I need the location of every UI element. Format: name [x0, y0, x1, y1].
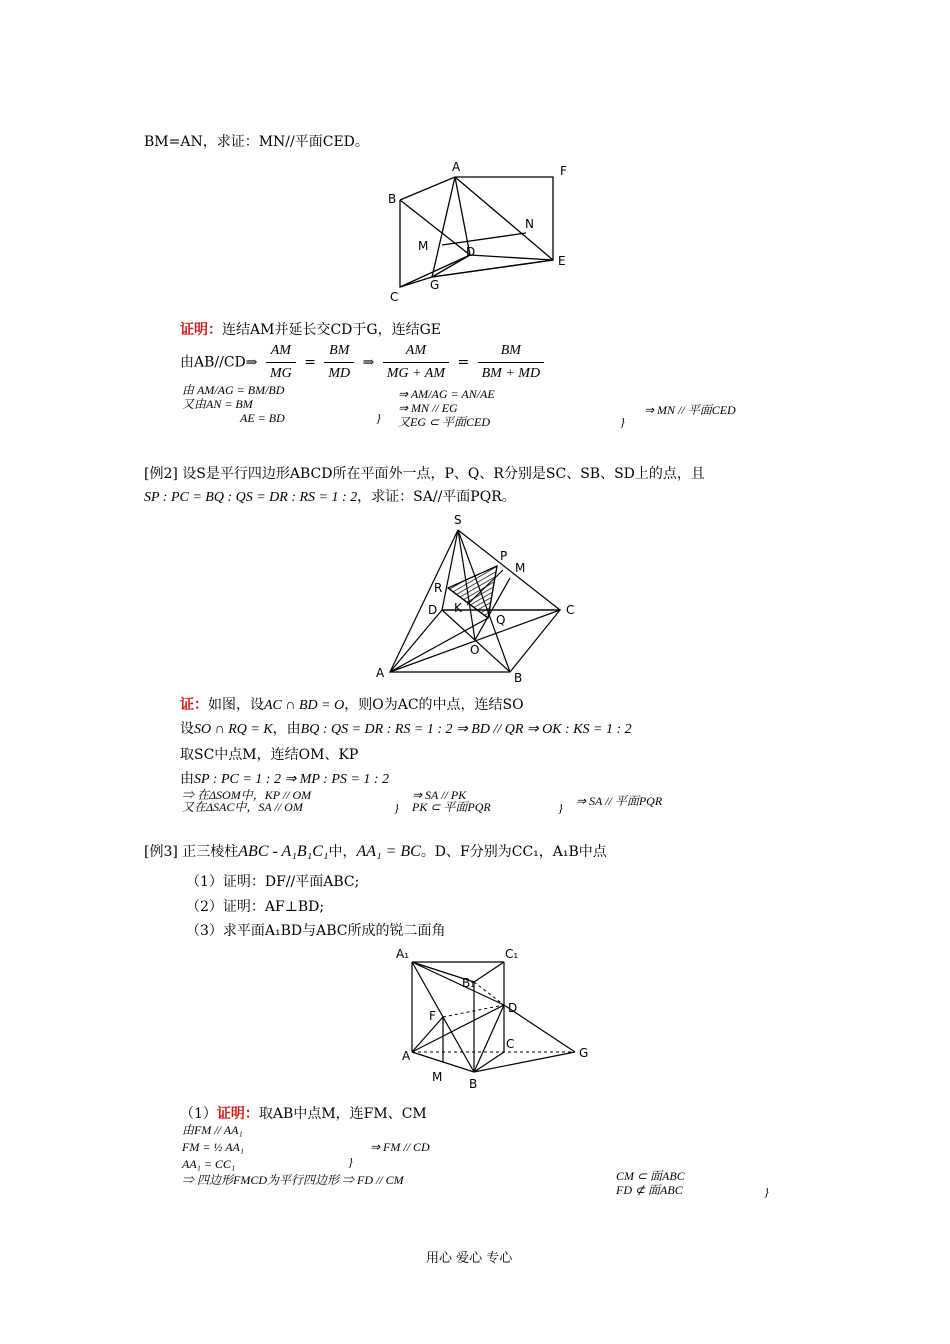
proof3-system — [180, 1122, 790, 1198]
fig1-label-F: F — [560, 164, 567, 178]
fig3-label-M: M — [432, 1070, 443, 1084]
proof1-system — [180, 382, 890, 434]
fig1-label-C: C — [390, 290, 399, 304]
frac-am-mg: $\frac{AM}{MG}$ — [266, 340, 296, 385]
p1-sys-row1: 由 AM/AG = BM/BD — [182, 383, 285, 397]
p2-brace-2: } — [558, 801, 563, 815]
proof3-prefix: （1） — [180, 1106, 217, 1122]
fig2-label-C: C — [566, 603, 575, 617]
p2-sys-row2: 又在ΔSAC中，SA // OM — [182, 800, 303, 814]
proof2-l1-math: AC ∩ BD = O — [264, 698, 345, 713]
proof2-line1 — [180, 696, 524, 715]
fig2-label-K: K — [454, 601, 462, 615]
ex3-l1a: [例3] 正三棱柱 — [144, 844, 239, 860]
fig3-label-G: G — [579, 1046, 589, 1060]
fig3-label-B: B — [469, 1077, 478, 1091]
figure-3-prism — [392, 942, 602, 1092]
proof2-l2b: ，由 — [272, 721, 301, 737]
proof2-l2-math2: BQ : QS = DR : RS = 1 : 2 ⇒ BD // QR ⇒ OK : KS = 1 : 2 — [300, 722, 632, 737]
p3-sys-result: ⇒ FM // CD — [370, 1140, 430, 1154]
proof1-text1: 连结AM并延长交CD于G，连结GE — [222, 322, 441, 338]
equals-2: = — [457, 354, 470, 371]
figure-2-pyramid — [370, 510, 590, 685]
proof2-l2a: 设 — [180, 721, 194, 737]
fig2-label-Q: Q — [496, 613, 506, 627]
ex3-l1b: 中， — [328, 844, 357, 860]
p3-sys-row4: ⇒ 四边形FMCD为平行四边形 ⇒ FD // CM — [182, 1173, 404, 1187]
p3-sys-row2: FM = ½ AA₁ — [182, 1140, 245, 1154]
fig2-label-A: A — [376, 666, 385, 680]
p1-brace-1: } — [376, 411, 381, 425]
proof3-line1 — [180, 1105, 427, 1123]
proof3-text1: 取AB中点M，连FM、CM — [258, 1106, 427, 1122]
proof2-line2 — [180, 720, 632, 739]
p2-sys-mid2: PK ⊂ 平面PQR — [412, 800, 491, 814]
p2-sys-row1: ⇒ 在ΔSOM中，KP // OM — [182, 788, 312, 802]
arrow-1: ⇒ — [362, 354, 375, 371]
proof1-line2 — [180, 340, 548, 385]
fig2-label-B: B — [514, 671, 523, 685]
fig1-label-D: D — [466, 245, 476, 259]
proof2-line4 — [180, 770, 389, 789]
p2-sys-mid1: ⇒ SA // PK — [412, 788, 467, 802]
example2-goal: ，求证：SA//平面PQR。 — [357, 489, 516, 505]
fig3-label-A1: A₁ — [396, 947, 410, 961]
p1-sys-row2: 又由AN = BM — [182, 397, 253, 411]
p1-sys-mid2: ⇒ MN // EG — [398, 401, 458, 415]
proof2-l1b: ，则O为AC的中点，连结SO — [344, 697, 524, 713]
proof2-system — [180, 788, 720, 816]
fig1-label-E: E — [558, 254, 566, 268]
fig1-label-N: N — [525, 217, 534, 231]
fig2-label-S: S — [454, 513, 462, 527]
ex3-prism-name: ABC - A₁B₁C₁ — [238, 843, 329, 860]
p3-brace-2: } — [764, 1185, 769, 1198]
p1-sys-mid1: ⇒ AM/AG = AN/AE — [398, 387, 495, 401]
fig1-label-B: B — [388, 192, 397, 206]
fig2-label-M: M — [515, 561, 526, 575]
equals-1: = — [304, 354, 316, 371]
proof1-label: 证明： — [180, 322, 222, 338]
page-footer: 用心 爱心 专心 — [426, 1251, 513, 1266]
fig1-label-A: A — [452, 160, 461, 174]
intro-line: BM=AN，求证：MN//平面CED。 — [144, 134, 369, 150]
fig3-label-D: D — [508, 1001, 518, 1015]
fig3-label-C: C — [506, 1037, 515, 1051]
proof2-line3: 取SC中点M，连结OM、KP — [180, 747, 359, 763]
fig3-label-B1: B₁ — [462, 976, 476, 990]
example2-line1: [例2] 设S是平行四边形ABCD所在平面外一点，P、Q、R分别是SC、SB、SD上的点，且 — [144, 466, 705, 482]
proof1-line1 — [180, 321, 441, 339]
fig3-label-A: A — [402, 1049, 411, 1063]
proof2-l4-math: SP : PC = 1 : 2 ⇒ MP : PS = 1 : 2 — [194, 772, 389, 787]
proof2-l1a: 如图，设 — [208, 697, 264, 713]
frac-bm-md: $\frac{BM}{MD}$ — [324, 340, 354, 385]
p2-brace-1: } — [394, 801, 399, 815]
p2-sys-result: ⇒ SA // 平面PQR — [576, 794, 663, 808]
proof3-label: 证明： — [216, 1106, 259, 1122]
example3-line1 — [144, 843, 607, 861]
ex3-condition: AA₁ = BC — [356, 843, 421, 860]
ex3-l1c: 。D、F分别为CC₁，A₁B中点 — [420, 844, 607, 860]
fig2-label-P: P — [500, 549, 508, 563]
p3-sys-row1: 由FM // AA₁ — [182, 1123, 243, 1137]
p1-brace-2: } — [620, 415, 625, 429]
fig2-label-O: O — [470, 643, 480, 657]
example3-q1: （1）证明：DF//平面ABC; — [186, 874, 360, 890]
proof1-line2-prefix: 由AB//CD⇒ — [180, 354, 258, 371]
p3-sys-row3: AA₁ = CC₁ — [182, 1157, 236, 1171]
proof2-label: 证： — [180, 697, 208, 713]
fig3-label-C1: C₁ — [505, 947, 519, 961]
fig1-label-M: M — [418, 239, 429, 253]
p1-sys-mid3: 又EG ⊂ 平面CED — [398, 415, 491, 429]
example3-q2: （2）证明：AF⊥BD; — [186, 899, 325, 915]
fig3-label-F: F — [429, 1009, 436, 1023]
fig1-label-G: G — [430, 278, 440, 292]
example2-line2 — [144, 488, 516, 507]
fig2-label-R: R — [434, 581, 443, 595]
example3-q3: （3）求平面A₁BD与ABC所成的锐二面角 — [186, 923, 446, 939]
p1-sys-row3: AE = BD — [240, 411, 285, 425]
proof2-l4a: 由 — [180, 771, 194, 787]
figure-1-prism — [380, 155, 580, 305]
p3-brace-1: } — [348, 1155, 353, 1169]
p3-sys-row5: CM ⊂ 面ABC — [616, 1169, 685, 1183]
p1-sys-result: ⇒ MN // 平面CED — [644, 403, 736, 417]
fig2-label-D: D — [428, 603, 438, 617]
frac-am-mgam: $\frac{AM}{MG + AM}$ — [383, 340, 449, 385]
example2-ratio: SP : PC = BQ : QS = DR : RS = 1 : 2 — [144, 490, 358, 505]
p3-sys-row6: FD ⊄ 面ABC — [616, 1183, 683, 1197]
frac-bm-bmmd: $\frac{BM}{BM + MD}$ — [478, 340, 544, 385]
proof2-l2-math1: SO ∩ RQ = K — [194, 722, 273, 737]
